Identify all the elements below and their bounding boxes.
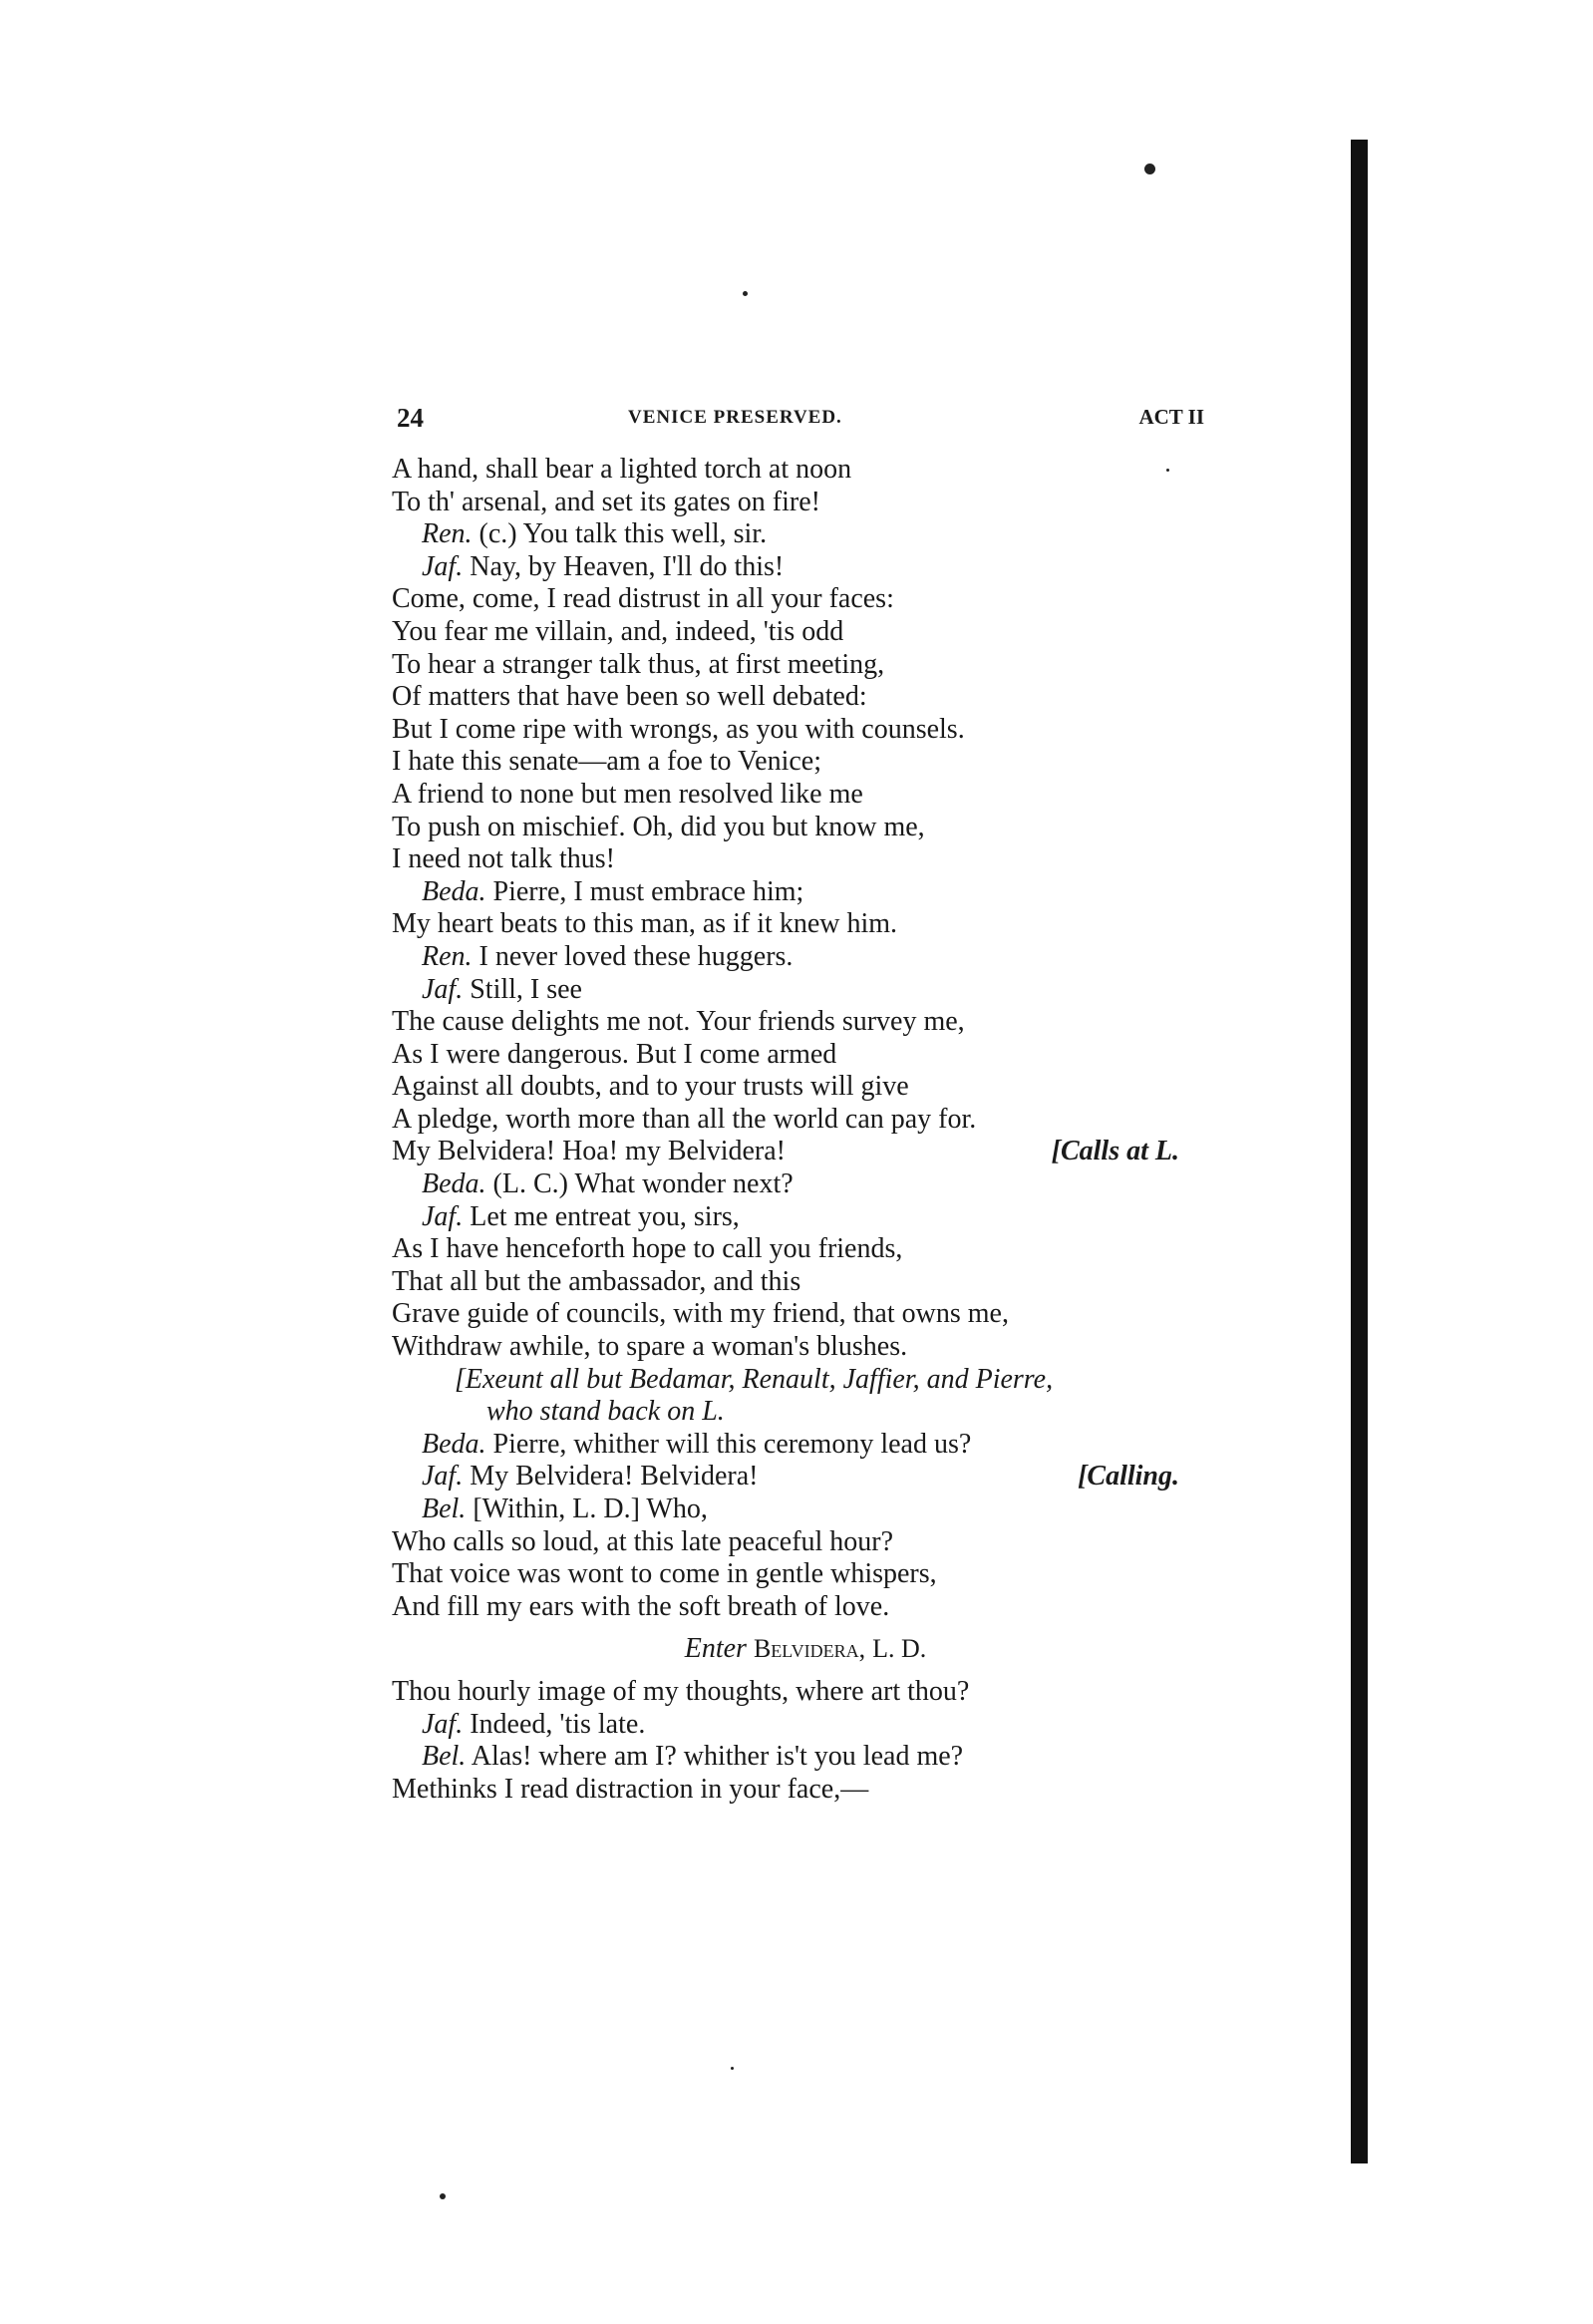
line-text: To hear a stranger talk thus, at first meeting, (392, 648, 885, 680)
margin-stage-note: [Calling. (1078, 1461, 1179, 1493)
line-text: Let me entreat you, sirs, (463, 1200, 740, 1232)
line-text: But I come ripe with wrongs, as you with counsels. (392, 713, 965, 745)
verse-line (392, 1709, 1179, 1742)
verse-line (392, 551, 1179, 584)
speaker-name: Bel. (422, 1494, 467, 1524)
line-text: As I were dangerous. But I come armed (392, 1038, 837, 1070)
line-text: To push on mischief. Oh, did you but know me, (392, 811, 925, 842)
verse-line (392, 1233, 1179, 1266)
line-text: That voice was wont to come in gentle whispers, (392, 1558, 937, 1590)
line-text: A friend to none but men resolved like me (392, 778, 863, 810)
entering-character: Belvidera, (753, 1634, 866, 1664)
verse-line (392, 812, 1179, 844)
verse-line (392, 714, 1179, 747)
binding-edge (1351, 140, 1368, 2163)
verse-line (392, 1429, 1179, 1462)
line-text: [Within, L. D.] Who, (466, 1494, 708, 1524)
verse-line (392, 1591, 1179, 1624)
verse-line (392, 649, 1179, 682)
line-text: Nay, by Heaven, I'll do this! (463, 550, 785, 582)
line-text: My Belvidera! Hoa! my Belvidera! (392, 1136, 786, 1167)
speaker-name: Jaf. (422, 1708, 464, 1740)
ink-speck (731, 2067, 734, 2070)
line-text: My Belvidera! Belvidera! (463, 1461, 759, 1493)
speaker-name: Jaf. (422, 1200, 464, 1232)
verse-line (392, 1526, 1179, 1559)
line-text: You fear me villain, and, indeed, 'tis odd (392, 615, 844, 647)
ink-speck (1144, 164, 1155, 174)
verse-line (392, 616, 1179, 649)
speaker-name: Jaf. (422, 550, 464, 582)
verse-line (392, 1558, 1179, 1591)
line-text: Pierre, whither will this ceremony lead us? (485, 1428, 972, 1460)
verse-line (392, 1774, 1179, 1807)
stage-direction-line (392, 1364, 1179, 1397)
verse-line (392, 843, 1179, 876)
speaker-name: Beda. (422, 1168, 486, 1200)
line-text: I need not talk thus! (392, 843, 615, 875)
line-text: Pierre, I must embrace him; (485, 875, 804, 907)
page-header (397, 403, 1204, 433)
verse-line (392, 779, 1179, 812)
verse-line (392, 1461, 1179, 1494)
line-text: Come, come, I read distrust in all your faces: (392, 583, 894, 615)
line-text: As I have henceforth hope to call you friends, (392, 1233, 903, 1265)
verse-line (392, 1331, 1179, 1364)
verse-line (392, 681, 1179, 714)
speaker-name: Ren. (422, 518, 473, 550)
line-text: And fill my ears with the soft breath of love. (392, 1590, 890, 1622)
line-text: Who calls so loud, at this late peaceful hour? (392, 1525, 894, 1557)
verse-line (392, 1104, 1179, 1137)
line-text: (c.) You talk this well, sir. (472, 518, 768, 550)
verse-line (392, 1741, 1179, 1774)
ink-speck (440, 2193, 446, 2199)
entrance-position: L. D. (872, 1634, 927, 1664)
line-text: Alas! where am I? whither is't you lead me? (466, 1741, 964, 1773)
verse-line (392, 1136, 1179, 1168)
verse-line (392, 487, 1179, 519)
speaker-name: Jaf. (422, 1461, 464, 1493)
line-text: Indeed, 'tis late. (463, 1708, 646, 1740)
verse-line (392, 1266, 1179, 1299)
verse-line (392, 1201, 1179, 1234)
stage-direction-line (392, 1396, 1179, 1429)
entrance-direction (392, 1633, 1179, 1666)
verse-line (392, 941, 1179, 974)
line-text: Methinks I read distraction in your face,— (392, 1773, 869, 1805)
verse-line (392, 1298, 1179, 1331)
line-text: To th' arsenal, and set its gates on fire! (392, 486, 820, 517)
line-text: Still, I see (463, 973, 582, 1005)
line-text: That all but the ambassador, and this (392, 1265, 801, 1297)
verse-line (392, 746, 1179, 779)
play-text (392, 454, 1179, 1806)
enter-word: Enter (684, 1633, 747, 1665)
verse-lines (392, 454, 1179, 1623)
stage-direction: [Exeunt all but Bedamar, Renault, Jaffier, and Pierre, (455, 1363, 1054, 1395)
speaker-name: Beda. (422, 1428, 486, 1460)
line-text: I never loved these huggers. (472, 940, 794, 972)
line-text: The cause delights me not. Your friends survey me, (392, 1006, 965, 1038)
line-text: Thou hourly image of my thoughts, where art thou? (392, 1675, 970, 1707)
verse-line (392, 454, 1179, 487)
verse-line (392, 1039, 1179, 1072)
ink-speck (743, 291, 748, 296)
verse-line (392, 908, 1179, 941)
verse-line (392, 518, 1179, 551)
verse-lines-after (392, 1676, 1179, 1806)
line-text: A pledge, worth more than all the world can pay for. (392, 1103, 977, 1135)
line-text: Against all doubts, and to your trusts will give (392, 1071, 909, 1103)
verse-line (392, 583, 1179, 616)
line-text: My heart beats to this man, as if it knew him. (392, 908, 898, 940)
speaker-name: Ren. (422, 940, 473, 972)
line-text: Grave guide of councils, with my friend, that owns me, (392, 1298, 1009, 1330)
verse-line (392, 1168, 1179, 1201)
page-number: 24 (397, 403, 424, 433)
verse-line (392, 1494, 1179, 1526)
stage-direction: who stand back on L. (486, 1396, 725, 1428)
line-text: Withdraw awhile, to spare a woman's blushes. (392, 1331, 908, 1363)
running-title: VENICE PRESERVED. (628, 407, 842, 428)
verse-line (392, 1071, 1179, 1104)
act-label: ACT II (1138, 405, 1204, 429)
verse-line (392, 876, 1179, 909)
line-text: Of matters that have been so well debated: (392, 681, 867, 713)
verse-line (392, 1676, 1179, 1709)
speaker-name: Beda. (422, 875, 486, 907)
line-text: A hand, shall bear a lighted torch at noon (392, 454, 852, 485)
speaker-name: Jaf. (422, 973, 464, 1005)
line-text: (L. C.) What wonder next? (485, 1168, 794, 1200)
line-text: I hate this senate—am a foe to Venice; (392, 746, 821, 778)
verse-line (392, 1006, 1179, 1039)
speaker-name: Bel. (422, 1741, 467, 1773)
margin-stage-note: [Calls at L. (1051, 1136, 1179, 1167)
verse-line (392, 974, 1179, 1007)
